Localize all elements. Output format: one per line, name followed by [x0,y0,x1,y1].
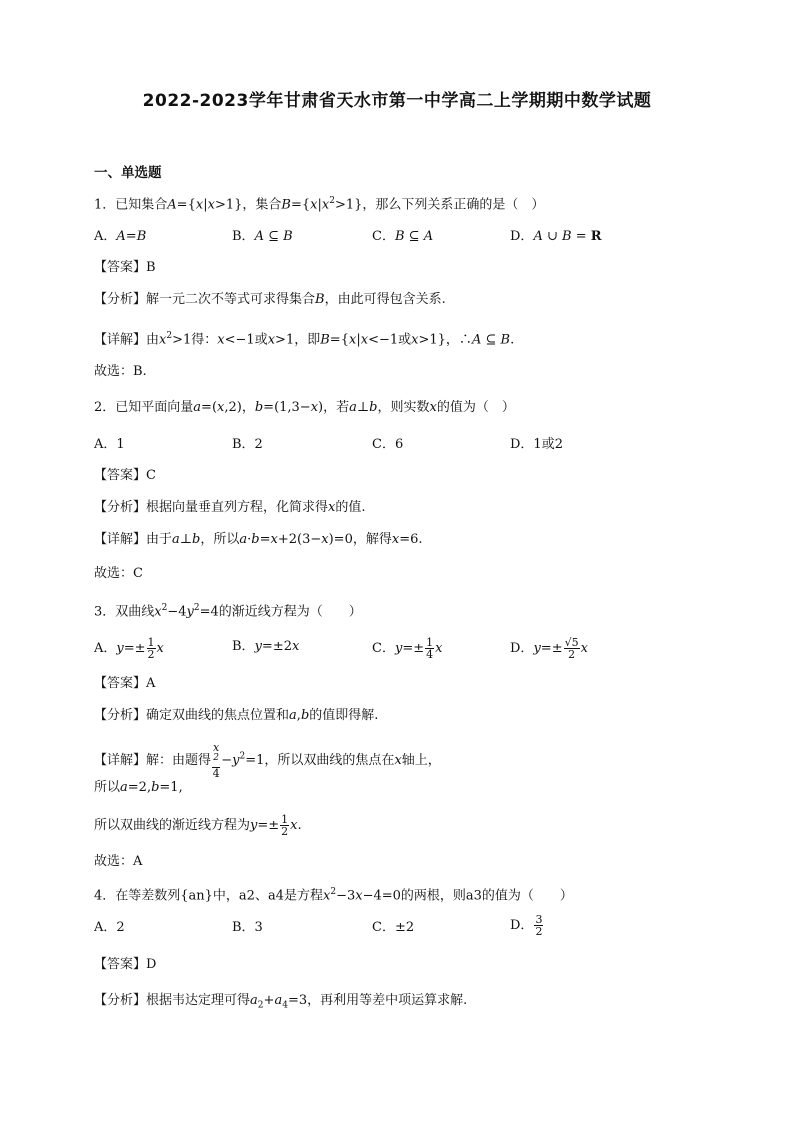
question-3-answer: 【答案】A [94,676,156,691]
question-2-option-d: D．1或2 [510,437,563,452]
question-2-choose: 故选：C [94,566,143,581]
question-4-option-a: A．2 [94,920,125,935]
question-3-stem: 3．双曲线$x^2-4y^2=4$的渐近线方程为（ ） [94,603,362,620]
question-2-detail: 【详解】由于a⊥b，所以a·b=x+2(3−x)=0，解得x=6. [94,532,423,547]
question-3-analysis: 【分析】确定双曲线的焦点位置和a,b的值即得解. [94,708,379,723]
question-3-detail-line3: 所以双曲线的渐近线方程为y=± $\frac{1}{2}$ x. [94,813,302,838]
question-3-detail-line2: 所以a=2,b=1, [94,780,183,795]
question-4-option-d: D． $\frac{3}{2}$ [510,913,543,938]
question-2-option-c: C．6 [372,437,404,452]
question-1-analysis: 【分析】解一元二次不等式可求得集合B，由此可得包含关系. [94,292,446,307]
question-3-option-a: A．y=± $\frac{1}{2}$ x [94,636,164,661]
question-2-stem: 2．已知平面向量a=(x,2)，b=(1,3−x)，若a⊥b，则实数x的值为（ ） [94,400,515,415]
question-1-option-d: D．A ∪ B = R [510,229,602,244]
question-4-option-c: C．±2 [372,920,415,935]
section-heading: 一、单选题 [94,165,162,181]
question-3-detail: 【详解】解：由题得 x $^2$ 4 $-y^2=1$，所以双曲线的焦点在x轴上， [94,741,441,780]
question-3-option-d: D．y=± $\frac{√5}{2}$ x [510,636,588,661]
question-4-analysis: 【分析】根据韦达定理可得$a_2+a_4=3$，再利用等差中项运算求解. [94,993,468,1011]
question-1-answer: 【答案】B [94,260,156,275]
question-4-stem: 4．在等差数列{an}中，a2、a4是方程$x^2-3x-4=0$的两根，则a3的值为（ ） [94,887,573,904]
question-1-choose: 故选：B. [94,364,147,379]
question-2-option-b: B．2 [232,437,263,452]
question-4-option-b: B．3 [232,920,263,935]
question-1-option-a: A．A=B [94,229,147,244]
question-1-option-b: B．A ⊆ B [232,229,293,244]
question-1-stem: 1．已知集合A={x|x>1}，集合$B=\{x|x^2>1\}$，那么下列关系正确的是（ ） [94,196,545,213]
question-3-choose: 故选：A [94,854,143,869]
question-4-answer: 【答案】D [94,957,157,972]
question-3-option-c: C．y=± $\frac{1}{4}$ x [372,636,443,661]
question-2-analysis: 【分析】根据向量垂直列方程，化简求得x的值. [94,500,366,515]
question-1-detail: 【详解】由$x^2>1$得：x<−1或x>1，即B={x|x<−1或x>1}，∴A ⊆ B. [94,331,515,348]
page-title: 2022-2023学年甘肃省天水市第一中学高二上学期期中数学试题 [142,91,652,111]
question-2-option-a: A．1 [94,437,125,452]
question-1-option-c: C．B ⊆ A [372,229,434,244]
question-2-answer: 【答案】C [94,468,156,483]
question-3-option-b: B．y=±2x [232,639,300,654]
